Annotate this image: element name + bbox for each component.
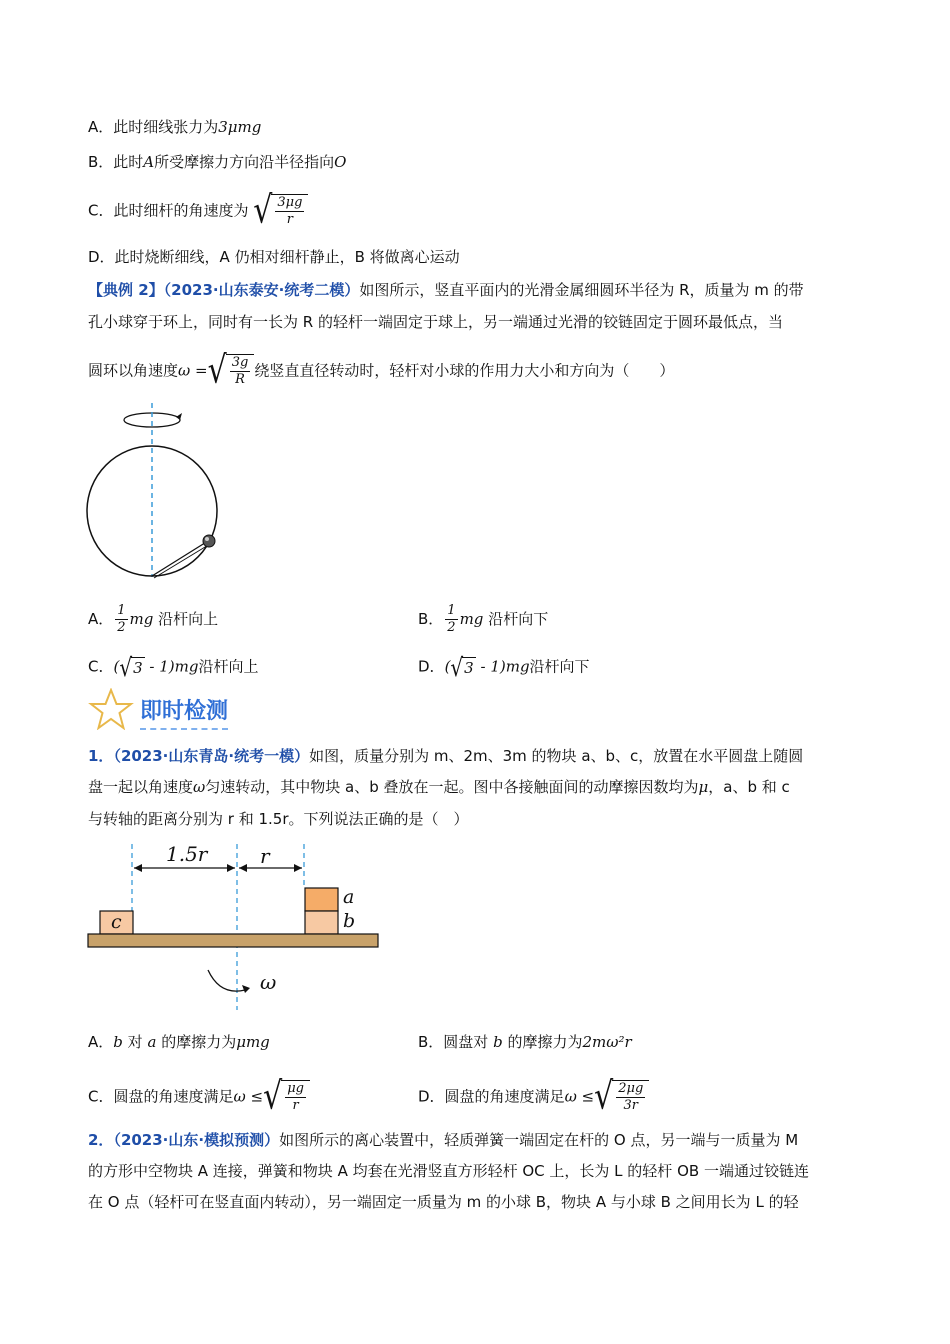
label-15r: 1.5r — [166, 842, 208, 866]
turntable-disk — [88, 934, 378, 947]
q1-line1: 1．（2023·山东青岛·统考一模）如图，质量分别为 m、2m、3m 的物块 a、b、c，放置在水平圆盘上随圆 — [88, 747, 804, 765]
block-b — [305, 911, 338, 934]
prev-option-d: D．此时烧断细线，A 仍相对细杆静止，B 将做离心运动 — [88, 248, 460, 266]
example2-option-b: B． $\frac{1}{2}$ mg 沿杆向下 — [418, 603, 549, 635]
prev-option-c: C．此时细杆的角速度为 √ $\frac{3\mu g}{r}$ — [88, 194, 308, 228]
prev-option-b: B．此时A所受摩擦力方向沿半径指向O — [88, 153, 347, 171]
example2-option-d: D．( √ 3 - 1)mg沿杆向下 — [418, 652, 590, 682]
label-r: r — [260, 844, 270, 868]
question-source: （2023·山东青岛·统考一模） — [113, 747, 310, 765]
example-source: （2023·山东泰安·统考二模） — [163, 281, 360, 299]
label-omega: ω — [260, 970, 277, 994]
label-b: b — [343, 910, 356, 932]
q2-line1: 2．（2023·山东·模拟预测）如图所示的离心装置中，轻质弹簧一端固定在杆的 O 点，另一端与一质量为 M — [88, 1131, 799, 1149]
label-a: a — [343, 886, 355, 908]
section-title: 即时检测 — [140, 694, 228, 730]
example2-line1: 【典例 2】（2023·山东泰安·统考二模）如图所示，竖直平面内的光滑金属细圆环半径为 R，质量为 m 的带 — [88, 281, 804, 299]
example2-option-a: A． $\frac{1}{2}$ mg 沿杆向上 — [88, 603, 219, 635]
label-c: c — [111, 911, 122, 933]
ring-figure — [80, 395, 240, 585]
light-rod — [152, 541, 208, 576]
sqrt-expression: √ $\frac{3\mu g}{r}$ — [253, 194, 308, 228]
q2-line3: 在 O 点（轻杆可在竖直面内转动），另一端固定一质量为 m 的小球 B，物块 A 与小球 B 之间用长为 L 的轻 — [88, 1193, 799, 1211]
prev-option-a: A．此时细线张力为3μmg — [88, 118, 262, 136]
q1-line2: 盘一起以角速度ω匀速转动，其中物块 a、b 叠放在一起。图中各接触面间的动摩擦因数均为μ，a、b 和 c — [88, 778, 790, 796]
rotation-arrow-icon — [208, 970, 245, 991]
question-source: （2023·山东·模拟预测） — [113, 1131, 280, 1149]
block-a — [305, 888, 338, 911]
example2-option-c: C．( √ 3 - 1)mg沿杆向上 — [88, 652, 259, 682]
example-tag: 【典例 2】 — [88, 281, 164, 299]
ball-highlight — [205, 537, 209, 541]
q1-option-d: D．圆盘的角速度满足ω ≤ √ $\frac{2\mu g}{3r}$ — [418, 1080, 649, 1114]
light-rod-edge — [154, 544, 210, 578]
q1-option-b: B．圆盘对 b 的摩擦力为2mω²r — [418, 1033, 632, 1051]
sqrt-expression: √ $\frac{3g}{R}$ — [208, 354, 255, 388]
disk-figure — [80, 838, 390, 1013]
example2-line3: 圆环以角速度ω = √ $\frac{3g}{R}$ 绕竖直直径转动时，轻杆对小球的作用力大小和方向为（ ） — [88, 348, 675, 393]
arrowhead-icon — [176, 413, 182, 420]
example2-line2: 孔小球穿于环上，同时有一长为 R 的轻杆一端固定于球上，另一端通过光滑的铰链固定于圆环最低点，当 — [88, 313, 783, 331]
q2-line2: 的方形中空物块 A 连接，弹簧和物块 A 均套在光滑竖直方形轻杆 OC 上，长为 L 的轻杆 OB 一端通过铰链连 — [88, 1162, 809, 1180]
question-number: 1． — [88, 747, 114, 765]
arrowhead-icon — [242, 985, 250, 993]
question-number: 2． — [88, 1131, 114, 1149]
q1-option-a: A．b 对 a 的摩擦力为μmg — [88, 1033, 270, 1051]
small-ball — [203, 535, 215, 547]
q1-option-c: C．圆盘的角速度满足ω ≤ √ $\frac{\mu g}{r}$ — [88, 1080, 310, 1114]
star-icon — [88, 688, 134, 730]
q1-line3: 与转轴的距离分别为 r 和 1.5r。下列说法正确的是（ ） — [88, 810, 469, 828]
